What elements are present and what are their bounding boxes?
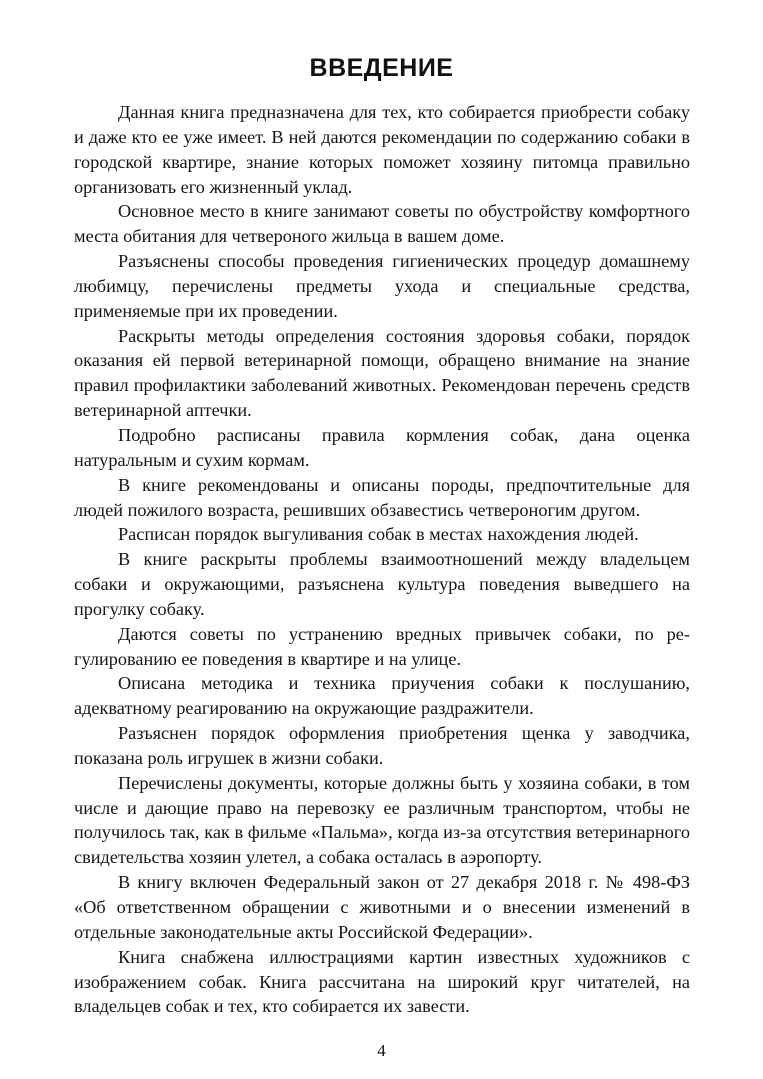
paragraph: Подробно расписаны правила кормления собак, дана оценка натуральным и сухим кормам. [74,424,690,470]
paragraph: В книге раскрыты проблемы взаимоотношений между владельцем собаки и окружающими, разъяснена культура поведения выведшего на прогулку собаку. [74,549,690,619]
page-title: ВВЕДЕНИЕ [309,54,454,82]
paragraph: Разъяснены способы проведения гигиенических процедур домашнему любимцу, перечислены предметы ухода и специальные средства, применяемые при их проведении. [74,251,690,321]
paragraph: Перечислены документы, которые должны быть у хозяина собаки, в том числе и дающие право на перевозку ее различным транспортом, чтобы не получилось так, как в фильме «Пальма», когда из-за отсутствия ветеринарного свидетельства хозяин улетел, а собака осталась в аэропорту. [74,772,690,868]
paragraph: В книге рекомендованы и описаны породы, предпочтительные для людей пожилого возраста, решивших обзавестись четвероногим другом. [74,474,690,520]
paragraph: Книга снабжена иллюстрациями картин известных художников с изображением собак. Книга рассчитана на широкий круг читателей, на владельцев собак и тех, кто собирается их завести. [74,946,690,1017]
paragraph: Раскрыты методы определения состояния здоровья собаки, порядок оказания ей первой ветеринарной помощи, обращено внимание на знание правил профилактики заболеваний животных. Рекомендован перечень средств ветеринарной аптечки. [74,325,690,421]
paragraph: Описана методика и техника приучения собаки к послушанию, адекватному реагированию на окружающие раздражители. [74,673,690,719]
paragraph: Даются советы по устранению вредных привычек собаки, по регулированию ее поведения в квартире и на улице. [74,623,690,669]
paragraph: Расписан порядок выгуливания собак в местах нахождения людей. [118,524,639,545]
page-number: 4 [377,1041,386,1060]
paragraph: Разъяснен порядок оформления приобретения щенка у заводчика, показана роль игрушек в жизни собаки. [74,723,690,768]
paragraph: Данная книга предназначена для тех, кто собирается приобрести собаку и даже кто ее уже имеет. В ней даются рекомендации по содержанию собаки в городской квартире, знание которых поможет хозяину питомца правильно организовать его жизненный уклад. [74,102,690,197]
paragraph: В книгу включен Федеральный закон от 27 декабря 2018 г. № 498-ФЗ «Об ответственном обращении с животными и о внесении изменений в отдельные законодательные акты Российской Федерации». [74,872,690,942]
body-text [74,100,690,1019]
paragraph: Основное место в книге занимают советы по обустройству комфортного места обитания для четвероного жильца в вашем доме. [74,201,690,247]
